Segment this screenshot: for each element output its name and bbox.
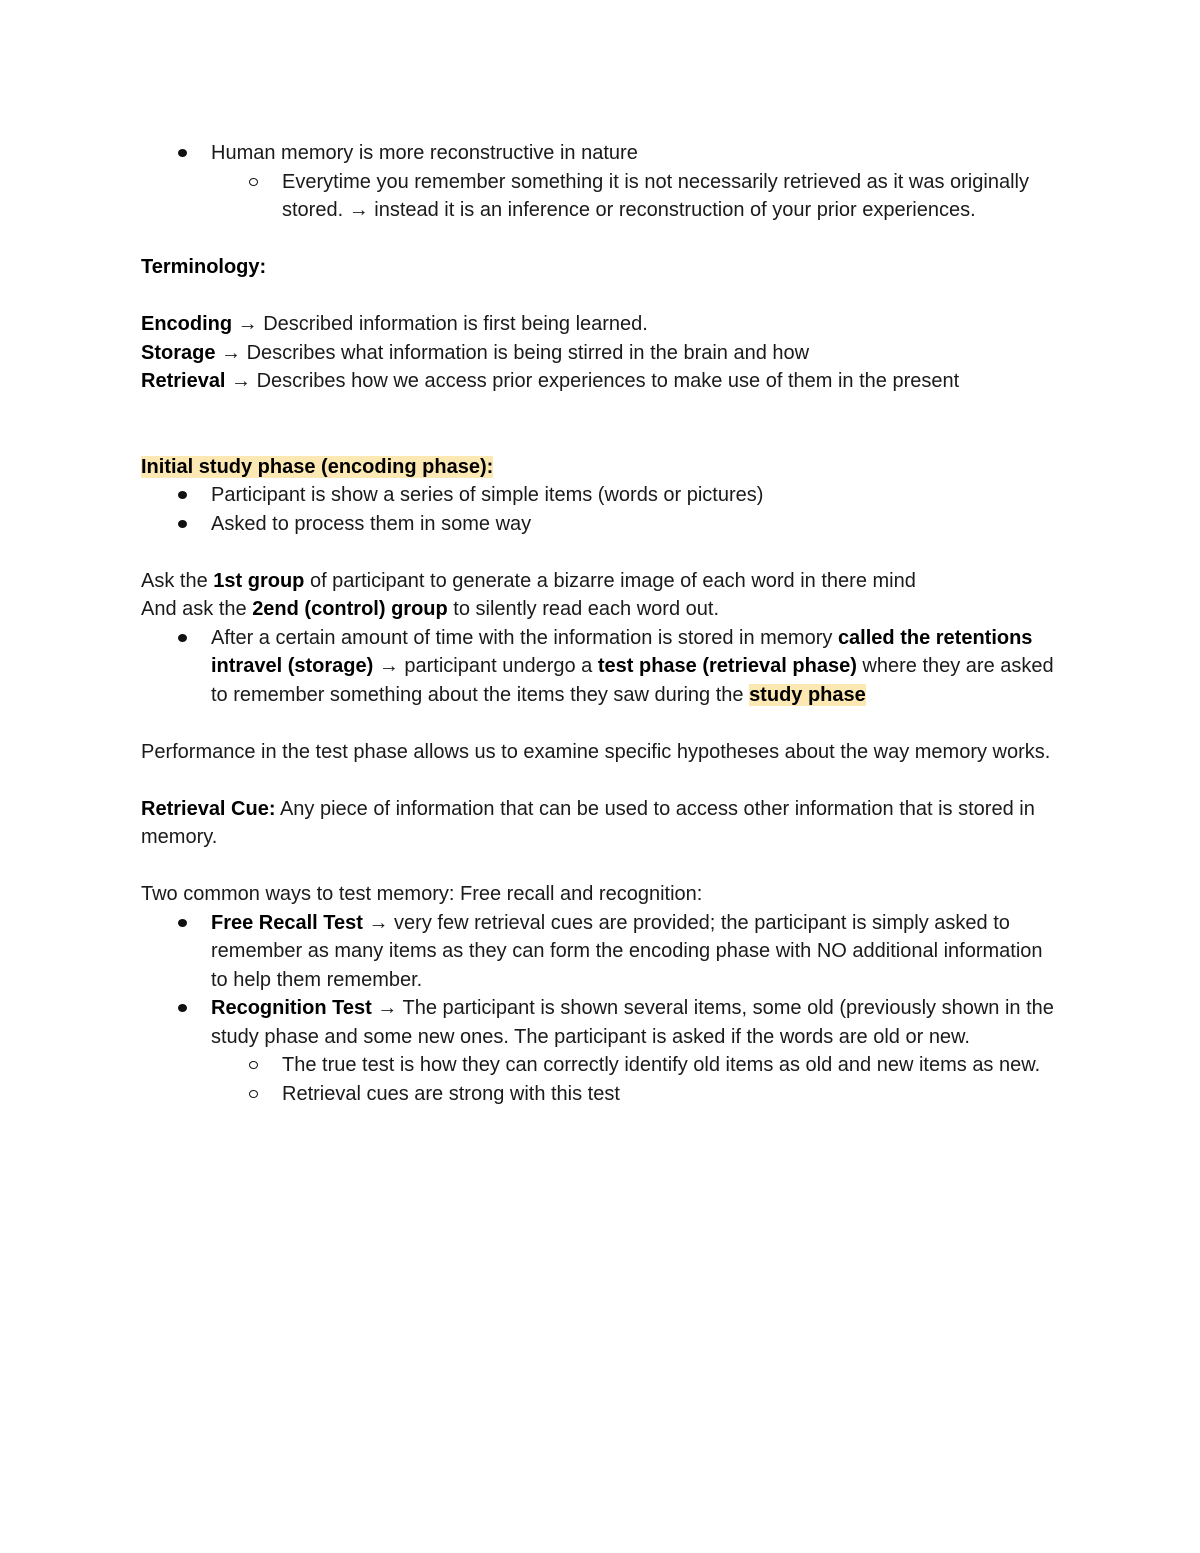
bullet-dot-icon — [178, 1004, 187, 1012]
term-storage: Storage → Describes what information is being stirred in the brain and how — [141, 341, 810, 364]
document-body — [141, 139, 1061, 1108]
bullet-dot-icon — [178, 520, 187, 528]
group-line-2: And ask the 2end (control) group to silently read each word out. — [141, 598, 719, 620]
group-line-1: Ask the 1st group of participant to generate a bizarre image of each word in there mind — [141, 569, 916, 592]
study-phase-heading: Initial study phase (encoding phase): — [141, 455, 494, 478]
study-phase-list — [141, 481, 1061, 538]
intro-list — [141, 139, 1061, 225]
list-item: Asked to process them in some way — [141, 510, 1061, 539]
list-item: Retrieval cues are strong with this test — [141, 1080, 1061, 1109]
term-retrieval: Retrieval → Describes how we access prior experiences to make use of them in the present — [141, 370, 960, 392]
list-item — [141, 168, 1061, 225]
intro-bullet-text: Human memory is more reconstructive in nature — [211, 142, 638, 164]
bullet-circle-icon — [249, 1061, 258, 1069]
list-item: Recognition Test → The participant is shown several items, some old (previously shown in the study phase and some new ones. The participant is asked if the words are old or new. — [141, 994, 1061, 1051]
terminology-heading: Terminology: — [141, 256, 267, 278]
bullet-circle-icon — [249, 1090, 258, 1098]
bullet-dot-icon — [178, 491, 187, 499]
retrieval-cue-definition: Retrieval Cue: Any piece of information that can be used to access other information that is stored in memory. — [141, 797, 1035, 848]
groups-list — [141, 624, 1061, 710]
tests-list — [141, 909, 1061, 1109]
list-item: The true test is how they can correctly identify old items as old and new items as new. — [141, 1051, 1061, 1080]
list-item: Free Recall Test → very few retrieval cues are provided; the participant is simply asked to remember as many items as they can form the encoding phase with NO additional information to help them remember. — [141, 909, 1061, 995]
intro-sub-text: Everytime you remember something it is not necessarily retrieved as it was originally stored. → instead it is an inference or reconstruction of your prior experiences. — [282, 170, 1029, 221]
list-item: After a certain amount of time with the information is stored in memory called the retentions intravel (storage) → participant undergo a test phase (retrieval phase) where they are asked to remember something about the items they saw during the study phase — [141, 624, 1061, 710]
tests-intro: Two common ways to test memory: Free recall and recognition: — [141, 883, 703, 905]
list-item — [141, 139, 1061, 168]
list-item: Participant is show a series of simple items (words or pictures) — [141, 481, 1061, 510]
bullet-dot-icon — [178, 634, 187, 642]
performance-paragraph: Performance in the test phase allows us to examine specific hypotheses about the way memory works. — [141, 740, 1051, 763]
bullet-dot-icon — [178, 919, 187, 927]
bullet-circle-icon — [249, 178, 258, 186]
term-encoding: Encoding → Described information is first being learned. — [141, 313, 648, 335]
bullet-dot-icon — [178, 149, 187, 157]
